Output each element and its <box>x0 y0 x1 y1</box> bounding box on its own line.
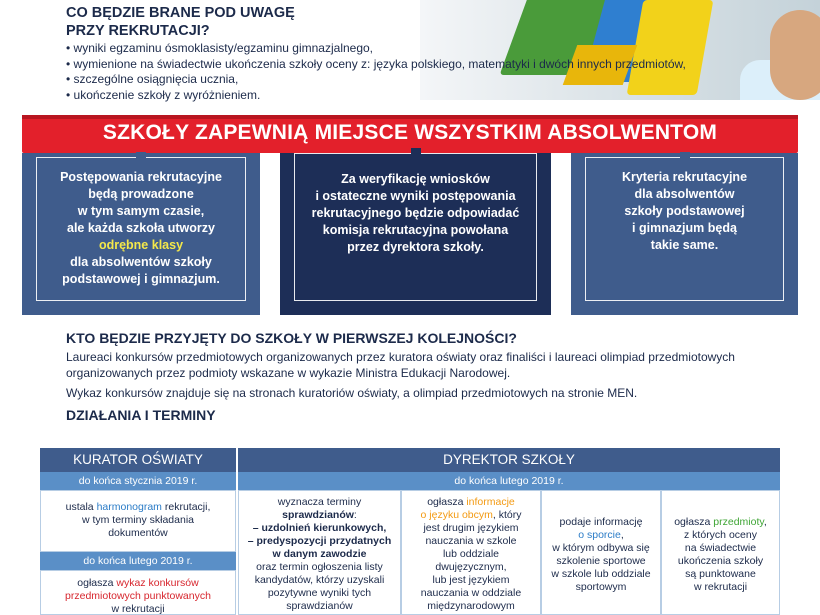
priority-text: Laureaci konkursów przedmiotowych organizowanych przez kuratora oświaty oraz finaliści i laureaci olimpiad przedmiotowych organizowanych przez podmioty wskazane w wykazie Ministra Edukacji Narodowej. <box>66 350 735 380</box>
recruitment-criteria-list <box>66 41 686 103</box>
dyrektor-task-sport: podaje informację o sporcie, w którym odbywa się szkolenie sportowe w szkole lub oddziale sportowym <box>541 490 661 615</box>
list-item: • ukończenie szkoły z wyróżnieniem. <box>66 88 686 104</box>
dyrektor-task-subjects: ogłasza przedmioty, z których oceny na świadectwie ukończenia szkoły są punktowane w rekrutacji <box>661 490 780 615</box>
list-item: • wymienione na świadectwie ukończenia szkoły oceny z: języka polskiego, matematyki i dwóch innych przedmiotów, <box>66 57 686 73</box>
kurator-deadline-february: do końca lutego 2019 r. <box>40 552 236 570</box>
info-box-same-criteria: Kryteria rekrutacyjne dla absolwentów szkoły podstawowej i gimnazjum będą takie same. <box>571 153 798 315</box>
info-box-separate-classes: Postępowania rekrutacyjne będą prowadzone w tym samym czasie, ale każda szkoła utworzy odrębne klasy dla absolwentów szkoły podstawowej i gimnazjum. <box>22 153 260 315</box>
list-item: • wyniki egzaminu ósmoklasisty/egzaminu gimnazjalnego, <box>66 41 686 57</box>
info-box-committee: Za weryfikację wniosków i ostateczne wyniki postępowania rekrutacyjnego będzie odpowiadać komisja rekrutacyjna powołana przez dyrektora szkoły. <box>280 153 551 315</box>
actions-heading: DZIAŁANIA I TERMINY <box>66 407 216 423</box>
priority-heading: KTO BĘDZIE PRZYJĘTY DO SZKOŁY W PIERWSZEJ KOLEJNOŚCI? <box>66 330 517 346</box>
highlight-text: odrębne klasy <box>98 238 184 252</box>
list-item: • szczególne osiągnięcia ucznia, <box>66 72 686 88</box>
dyrektor-task-tests: wyznacza terminy sprawdzianów: – uzdolnień kierunkowych, – predyspozycji przydatnych w danym zawodzie oraz termin ogłoszenia listy kandydatów, którzy uzyskali pozytywne wyniki tych sprawdzianów <box>238 490 401 615</box>
dyrektor-deadline-february: do końca lutego 2019 r. <box>238 472 780 490</box>
dyrektor-task-language: ogłasza informacje o języku obcym, który jest drugim językiem nauczania w szkole lub oddziale dwujęzycznym, lub jest językiem nauczania w oddziale międzynarodowym <box>401 490 541 615</box>
kurator-task-contests: ogłasza wykaz konkursów przedmiotowych punktowanych w rekrutacji <box>40 570 236 615</box>
kurator-header: KURATOR OŚWIATY <box>40 448 236 472</box>
dyrektor-header: DYREKTOR SZKOŁY <box>238 448 780 472</box>
banner-text: SZKOŁY ZAPEWNIĄ MIEJSCE WSZYSTKIM ABSOLWENTOM <box>102 121 718 144</box>
recruitment-heading: CO BĘDZIE BRANE POD UWAGĘ PRZY REKRUTACJI? <box>66 5 295 39</box>
kurator-task-harmonogram: ustala harmonogram rekrutacji, w tym terminy składania dokumentów <box>40 490 236 552</box>
list-info-text: Wykaz konkursów znajduje się na stronach kuratoriów oświaty, a olimpiad przedmiotowych na stronie MEN. <box>66 386 638 400</box>
kurator-deadline-january: do końca stycznia 2019 r. <box>40 472 236 490</box>
